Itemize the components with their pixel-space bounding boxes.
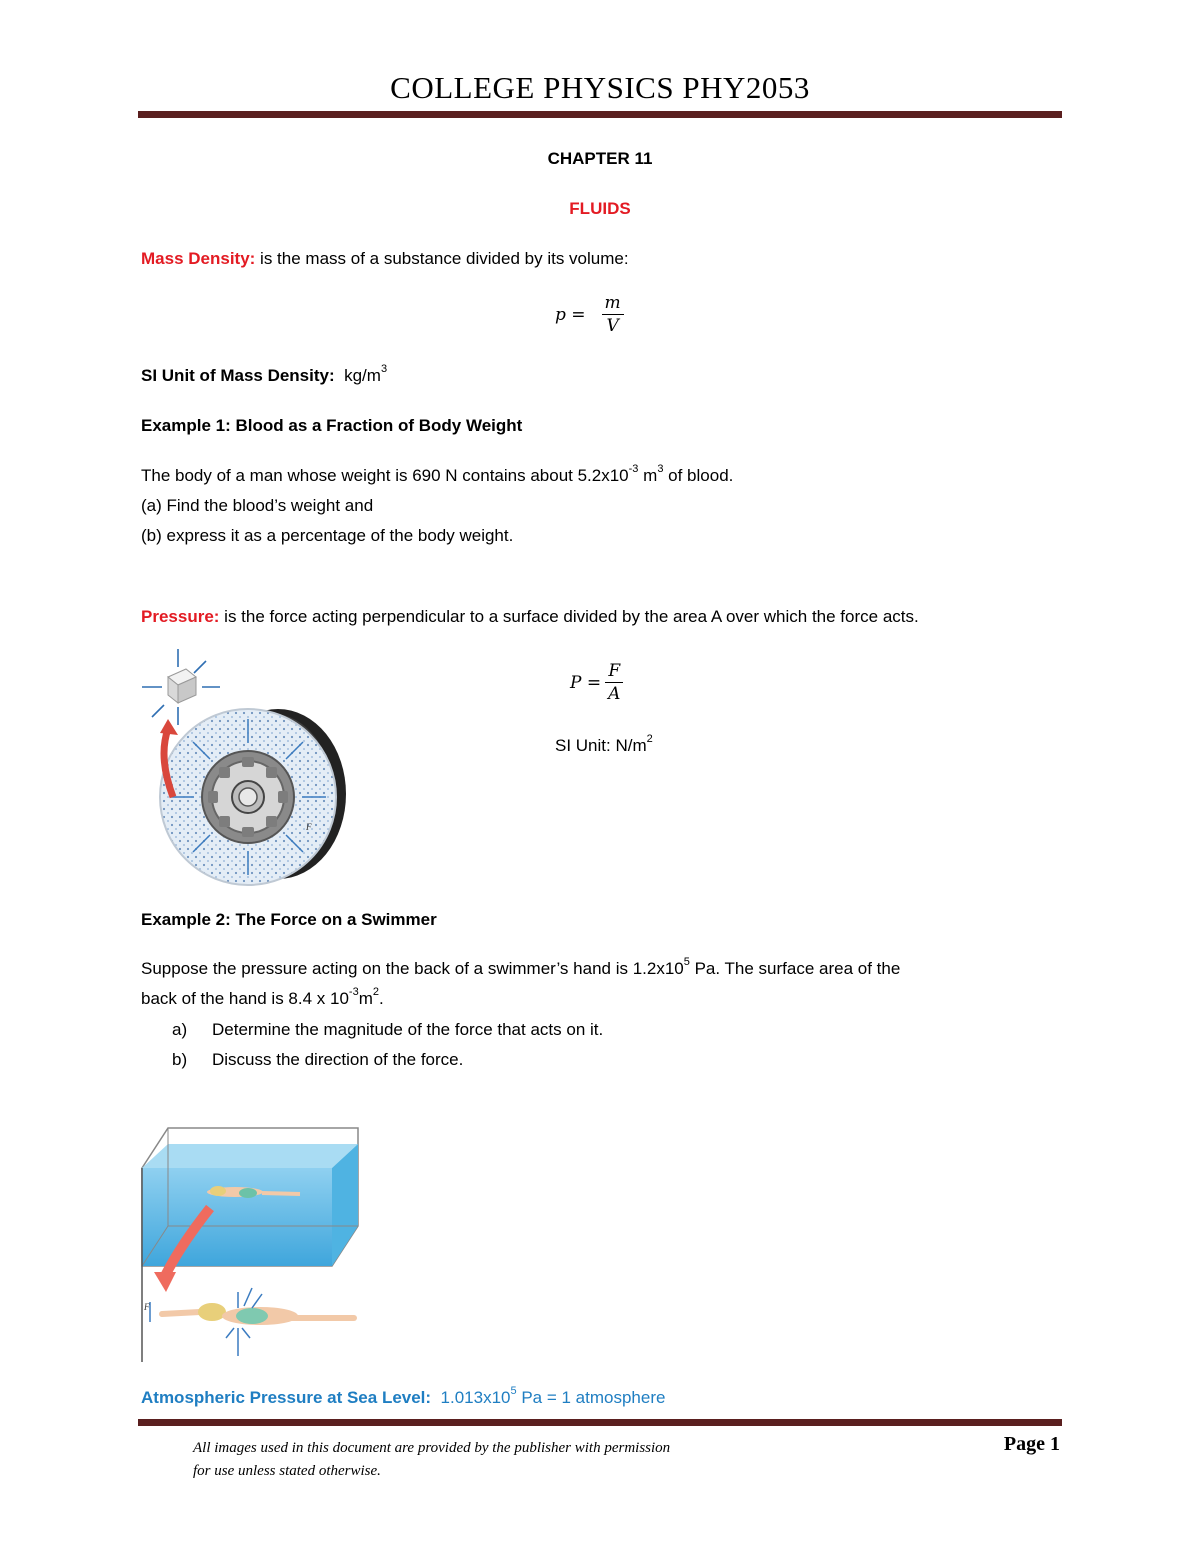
- example1-exp-b: 3: [657, 463, 664, 476]
- footer-rule: [138, 1419, 1062, 1426]
- example2-line2-exp: -3: [348, 986, 359, 999]
- footer-note: [193, 1437, 670, 1483]
- swimmer-force-label: F: [144, 1302, 150, 1312]
- density-si-value: kg/m: [344, 366, 381, 385]
- pressure-formula-lhs: P =: [570, 672, 602, 693]
- pressure-definition: [141, 606, 919, 628]
- atmospheric-pressure: [141, 1387, 665, 1409]
- example2-item-a: [172, 1019, 603, 1041]
- example2-line1-b: Pa. The surface area of the: [689, 959, 901, 978]
- example1-text-a: The body of a man whose weight is 690 N contains about 5.2x10: [141, 466, 629, 485]
- density-si-label: SI Unit of Mass Density:: [141, 366, 335, 385]
- pressure-cube: [168, 669, 196, 703]
- atmospheric-value-rest: Pa = 1 atmosphere: [516, 1388, 666, 1407]
- example1-title: Example 1: Blood as a Fraction of Body Weight: [141, 416, 523, 435]
- density-term: Mass Density:: [141, 249, 256, 268]
- example2-line1-exp: 5: [683, 956, 690, 969]
- example2-line2-exp2: 2: [372, 986, 379, 999]
- density-formula-lhs: p =: [555, 304, 586, 325]
- example2-item-a-letter: a): [172, 1020, 188, 1039]
- footer-note-line2: for use unless stated otherwise.: [193, 1463, 381, 1479]
- example1-text-c: of blood.: [663, 466, 734, 485]
- pressure-si-unit: [555, 735, 653, 757]
- example2-line1-a: Suppose the pressure acting on the back of a swimmer’s hand is 1.2x10: [141, 959, 684, 978]
- example1-part-b: (b) express it as a percentage of the body weight.: [141, 526, 514, 545]
- swimmer-enlarged: [162, 1303, 354, 1325]
- atmospheric-value: 1.013x10: [440, 1388, 511, 1407]
- pressure-formula: [570, 660, 623, 705]
- example1-text-b: m: [638, 466, 658, 485]
- atmospheric-exponent: 5: [510, 1385, 517, 1398]
- water-surface: [142, 1144, 358, 1168]
- density-si-unit: [141, 365, 387, 387]
- example2-item-b: [172, 1049, 463, 1071]
- example2-item-b-letter: b): [172, 1050, 188, 1069]
- example2-title: Example 2: The Force on a Swimmer: [141, 910, 437, 929]
- density-formula: [555, 292, 624, 337]
- swimmer-figure: [140, 1126, 362, 1362]
- page-number: Page 1: [1003, 1433, 1060, 1455]
- pressure-formula-denominator: A: [608, 684, 621, 704]
- pressure-formula-fraction: [605, 660, 623, 705]
- density-formula-denominator: V: [606, 316, 619, 336]
- density-formula-fraction: [602, 292, 624, 337]
- density-definition-text: is the mass of a substance divided by its volume:: [255, 249, 629, 268]
- pressure-si-value: SI Unit: N/m: [555, 736, 647, 755]
- example1-exp-a: -3: [628, 463, 639, 476]
- example2-item-a-text: Determine the magnitude of the force that acts on it.: [212, 1020, 604, 1039]
- pressure-si-exponent: 2: [646, 733, 653, 746]
- density-si-exponent: 3: [380, 363, 388, 376]
- tire-pressure-figure: [138, 647, 353, 892]
- example2-line1: [141, 958, 900, 980]
- example2-line2-b: m: [358, 989, 373, 1008]
- example2-line2-c: .: [379, 989, 384, 1008]
- pressure-term: Pressure:: [141, 607, 220, 626]
- header-title: COLLEGE PHYSICS PHY2053: [390, 70, 810, 105]
- footer-note-line1: All images used in this document are provided by the publisher with permission: [193, 1440, 671, 1456]
- header-rule: [138, 111, 1062, 118]
- chapter-number: CHAPTER 11: [547, 149, 653, 168]
- atmospheric-label: Atmospheric Pressure at Sea Level:: [141, 1388, 432, 1407]
- pressure-formula-numerator: F: [605, 660, 623, 683]
- example2-item-b-text: Discuss the direction of the force.: [212, 1050, 464, 1069]
- chapter-title: FLUIDS: [569, 199, 631, 218]
- example2-line2: [141, 988, 384, 1010]
- example2-line2-a: back of the hand is 8.4 x 10: [141, 989, 349, 1008]
- tire-force-label: F: [306, 822, 312, 832]
- example1-statement: [141, 465, 733, 487]
- water-front: [142, 1168, 332, 1266]
- density-definition: [141, 248, 629, 270]
- pressure-definition-text: is the force acting perpendicular to a surface divided by the area A over which the force acts.: [219, 607, 919, 626]
- density-formula-numerator: m: [602, 292, 624, 315]
- example1-part-a: (a) Find the blood’s weight and: [141, 496, 374, 515]
